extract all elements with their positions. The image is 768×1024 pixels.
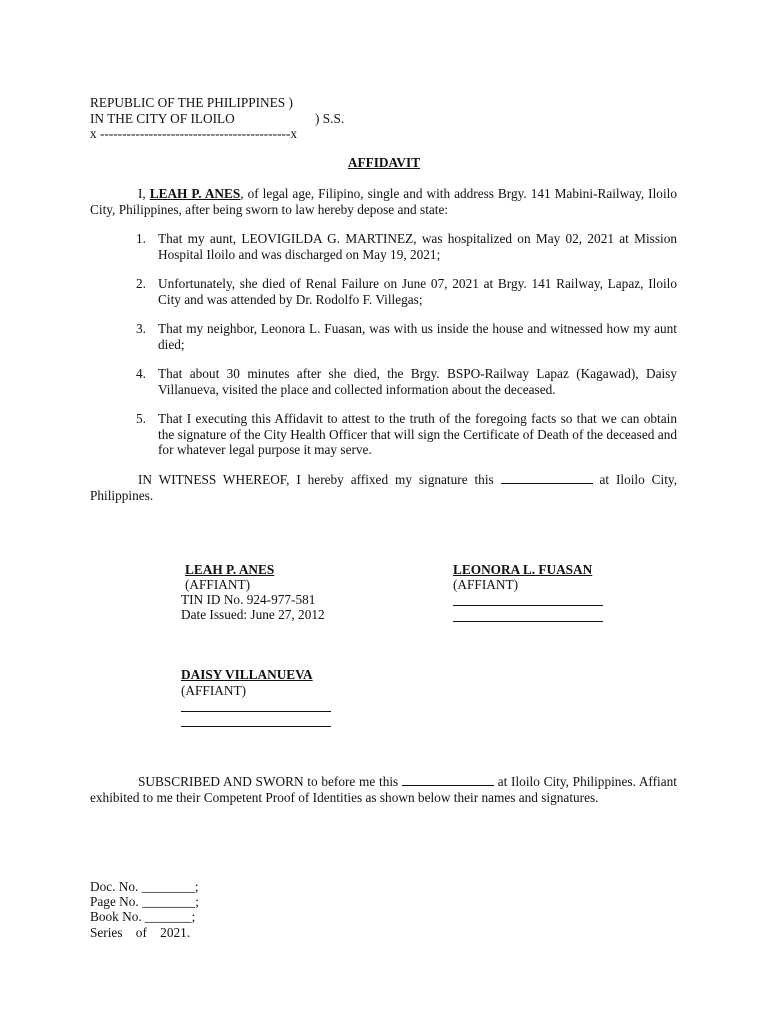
list-item xyxy=(136,411,677,458)
jurat-after: at Iloilo City, Philippines. Affiant exhibited to me their Competent Proof of Identities as shown below their names and signatures. xyxy=(90,774,677,805)
caption-divider: x -------------------------------------------x xyxy=(90,126,298,141)
list-item xyxy=(136,231,677,262)
signatory-role: (AFFIANT) xyxy=(453,577,519,592)
witness-paragraph xyxy=(90,471,677,503)
signature-line xyxy=(181,711,331,712)
caption-ss: ) S.S. xyxy=(315,111,345,126)
caption-city: IN THE CITY OF ILOILO xyxy=(90,111,235,126)
witness-after: at Iloilo City, Philippines. xyxy=(90,472,678,503)
signatory-name: DAISY VILLANUEVA xyxy=(181,667,313,682)
item-number: 4. xyxy=(136,366,146,381)
signature-line xyxy=(453,605,603,606)
witness-before: IN WITNESS WHEREOF, I hereby affixed my signature this xyxy=(138,472,494,487)
item-number: 3. xyxy=(136,321,146,336)
intro-prefix: I, xyxy=(138,186,150,201)
page-number: Page No. ________; xyxy=(90,894,199,909)
signatory-name: LEONORA L. FUASAN xyxy=(453,562,593,577)
item-text: That my aunt, LEOVIGILDA G. MARTINEZ, was hospitalized on May 02, 2021 at Mission Hospital Iloilo and was discharged on May 19, 2021; xyxy=(158,231,677,262)
signature-line xyxy=(181,726,331,727)
jurat-before: SUBSCRIBED AND SWORN to before me this xyxy=(138,774,399,789)
signatory-role: (AFFIANT) xyxy=(185,577,251,592)
caption-republic: REPUBLIC OF THE PHILIPPINES ) xyxy=(90,95,293,110)
signatory-role: (AFFIANT) xyxy=(181,683,247,698)
series-year: Series of 2021. xyxy=(90,925,191,940)
book-number: Book No. _______; xyxy=(90,909,196,924)
item-text: That I executing this Affidavit to attest to the truth of the foregoing facts so that we can obtain the signature of the City Health Officer that will sign the Certificate of Death of the deceased and for whatever legal purpose it may serve. xyxy=(158,411,677,457)
item-number: 5. xyxy=(136,411,146,426)
jurat-paragraph xyxy=(90,773,677,805)
document-title: AFFIDAVIT xyxy=(347,155,421,170)
doc-number: Doc. No. ________; xyxy=(90,879,199,894)
signatory-date-issued: Date Issued: June 27, 2012 xyxy=(181,607,325,622)
affiant-name: LEAH P. ANES xyxy=(149,186,241,201)
item-text: Unfortunately, she died of Renal Failure on June 07, 2021 at Brgy. 141 Railway, Lapaz, Iloilo City and was attended by Dr. Rodolfo F. Villegas; xyxy=(158,276,677,307)
signatory-name: LEAH P. ANES xyxy=(185,562,275,577)
intro-paragraph xyxy=(90,186,677,217)
list-item xyxy=(136,366,677,397)
signatory-tin: TIN ID No. 924-977-581 xyxy=(181,592,316,607)
item-text: That about 30 minutes after she died, the Brgy. BSPO-Railway Lapaz (Kagawad), Daisy Villanueva, visited the place and collected information about the deceased. xyxy=(158,366,677,397)
date-blank xyxy=(402,773,494,786)
date-blank xyxy=(501,471,593,484)
item-number: 2. xyxy=(136,276,146,291)
item-text: That my neighbor, Leonora L. Fuasan, was with us inside the house and witnessed how my aunt died; xyxy=(158,321,677,352)
signature-line xyxy=(453,621,603,622)
intro-rest: , of legal age, Filipino, single and with address Brgy. 141 Mabini-Railway, Iloilo City, Philippines, after being sworn to law hereby depose and state: xyxy=(90,186,677,217)
list-item xyxy=(136,321,677,352)
item-number: 1. xyxy=(136,231,146,246)
list-item xyxy=(136,276,677,307)
